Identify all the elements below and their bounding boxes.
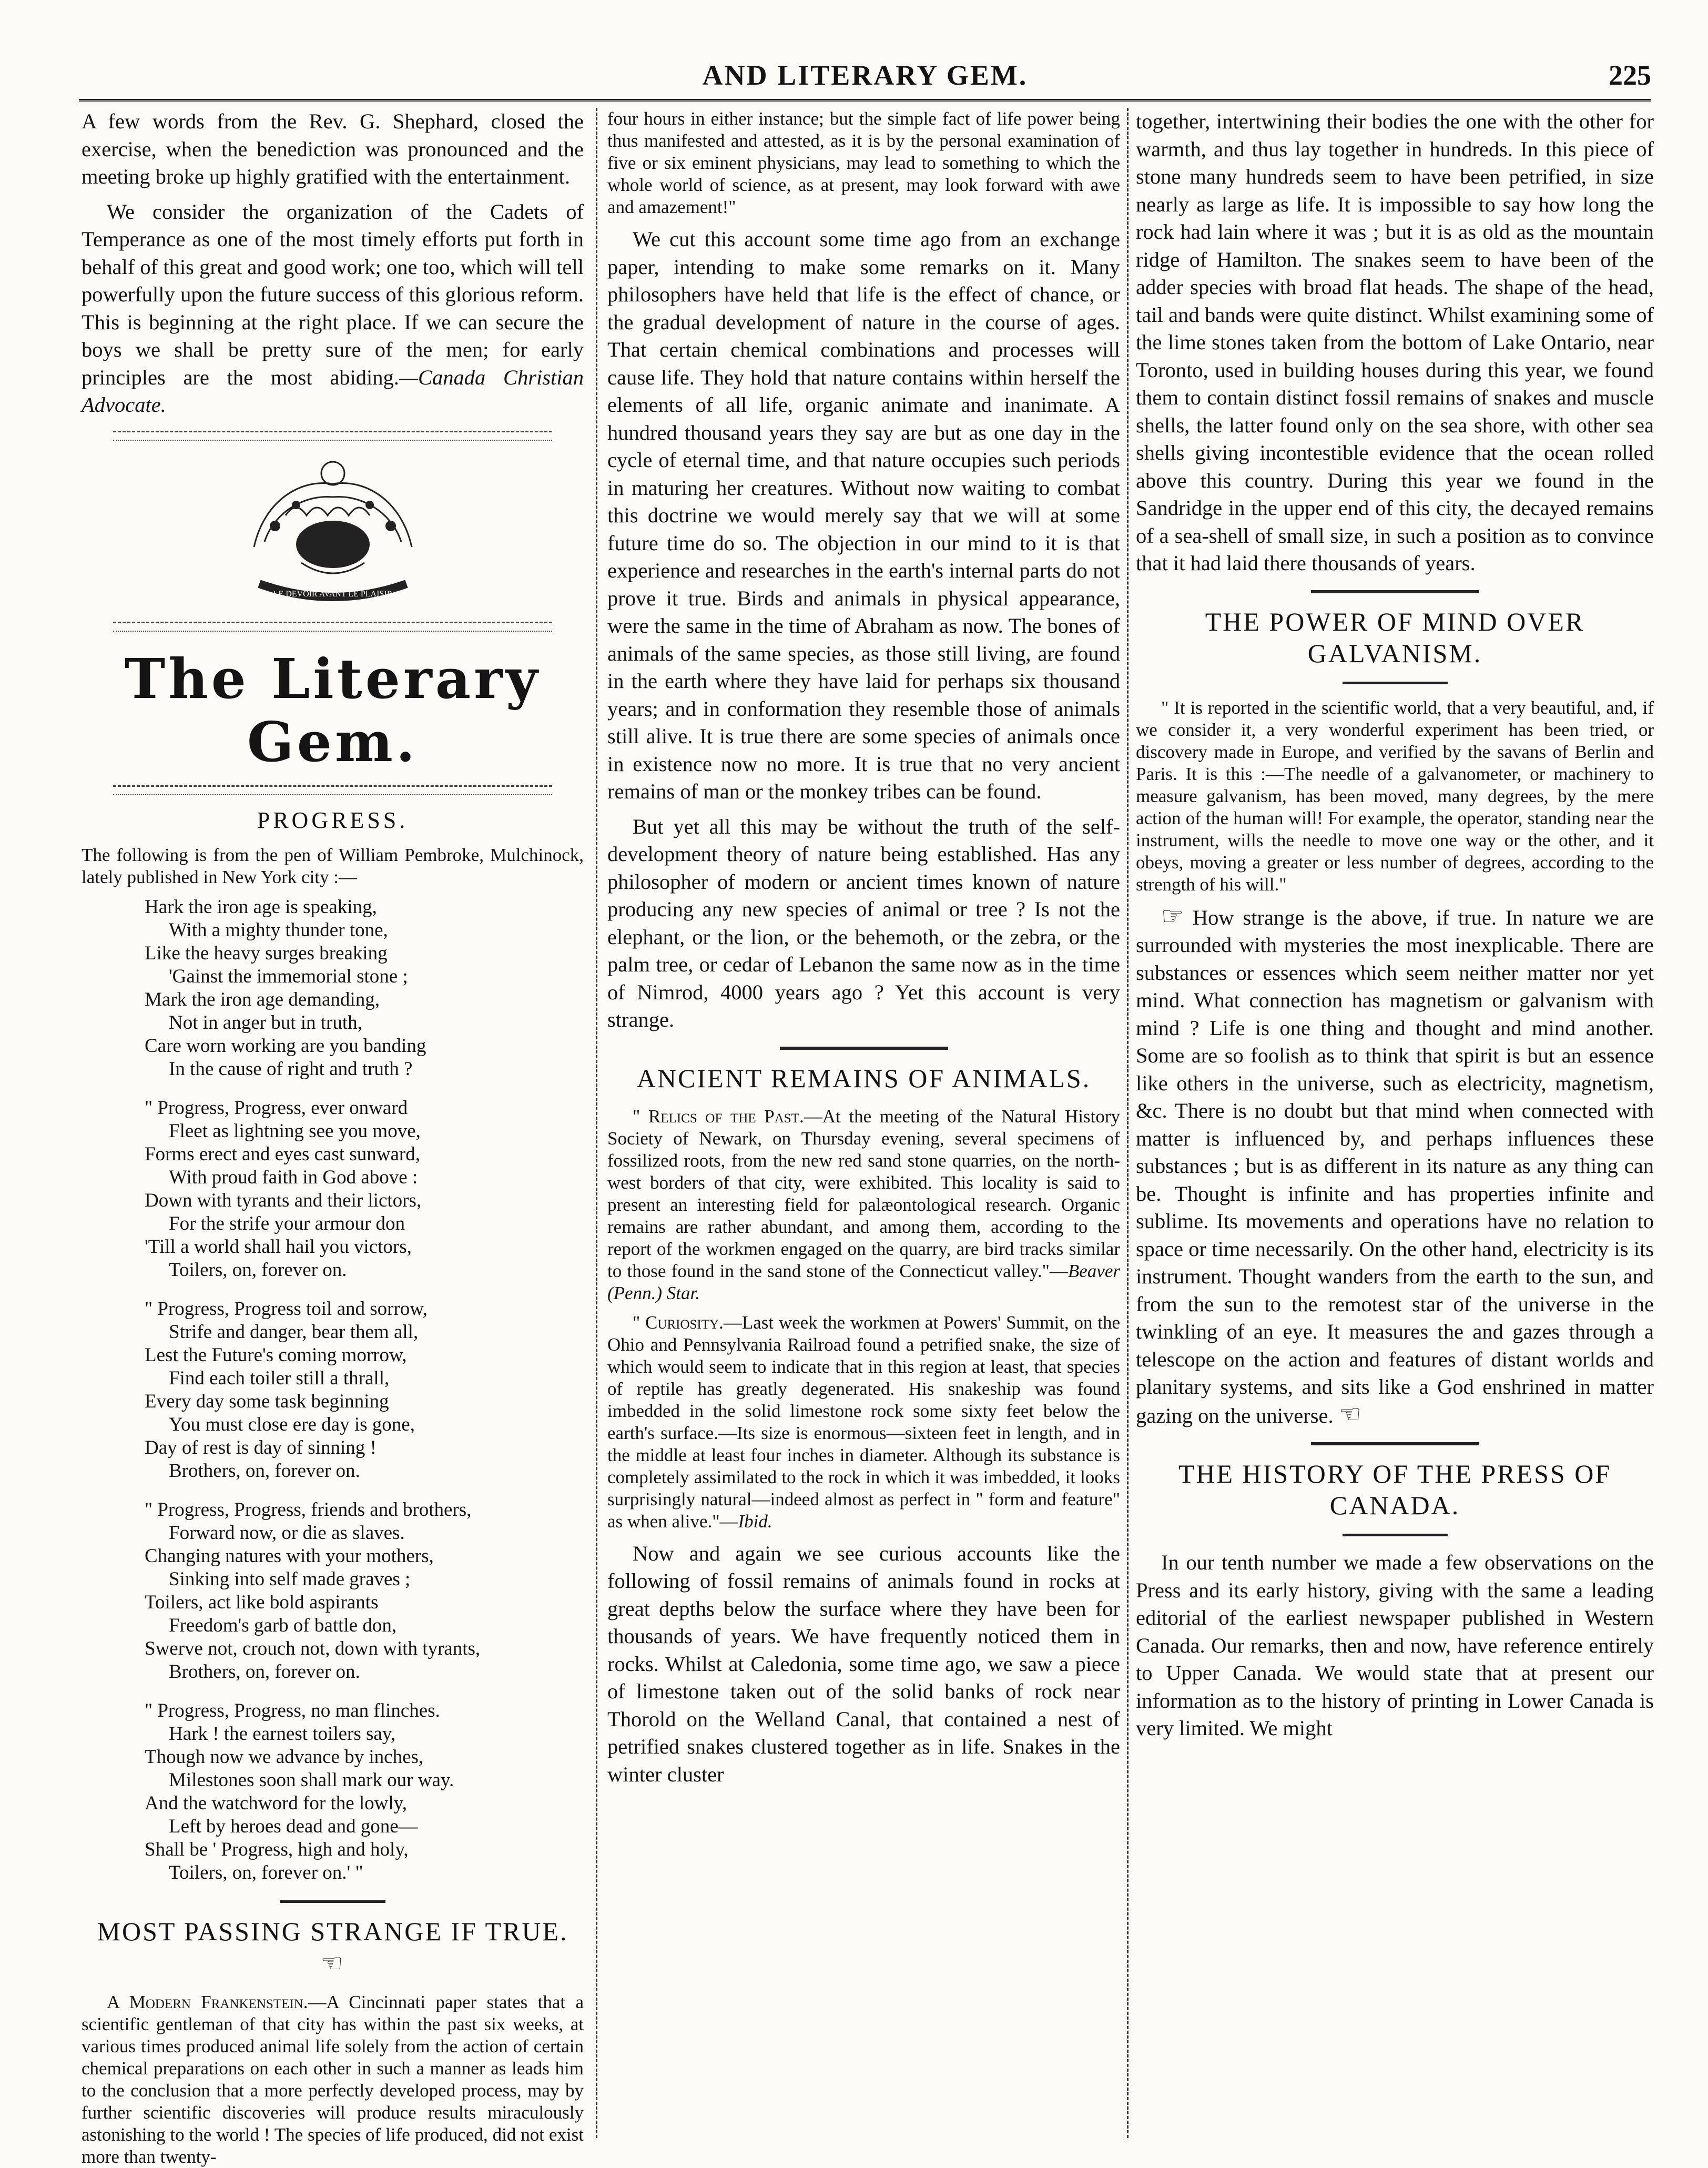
poem-line: Care worn working are you banding <box>145 1035 426 1057</box>
poem-line: Changing natures with your mothers, <box>145 1545 434 1567</box>
paragraph-text: —Last week the workmen at Powers' Summit, on the Ohio and Pennsylvania Railroad found a petrified snake, the size of which would seem to indicate that in this region at least, that species of reptile has greatly degenerated. His snakeship was found imbedded in the solid limestone rock some sixty feet below the earth's surface.—Its size is enormous—sixteen feet in length, and in the middle at least four inches in diameter. Although its substance is completely assimilated to the rock in which it was imbedded, it looks surprisingly natural—indeed almost as perfect in " form and feature" as when alive."— <box>607 1312 1120 1532</box>
rule <box>1343 682 1448 684</box>
source-citation: —Canada Christian Advocate. <box>82 365 584 417</box>
poem-line: Toilers, on, forever on. <box>169 1259 347 1281</box>
paragraph <box>82 198 584 419</box>
paragraph-text: How strange is the above, if true. In nature we are surrounded with mysteries the most inexplicable. There are substances or essences which seem neither matter nor yet mind. What connection has magnetism or galvanism with mind ? Life is one thing and thought and mind another. Some are so foolish as to think that spirit is but an essence like others in the universe, such as electricity, magnetism, &c. There is no doubt but that mind when connected with matter is influenced by, and perhaps influences these substances ; but is as different in its nature as any thing can be. Thought is infinite and has properties infinite and sublime. Its movements and operations have no relation to space or time necessarily. On the other hand, electricity is its instrument. Thought wanders from the earth to the sun, and from the sun to the remotest star of the universe in the twinkling of an eye. It measures the and gazes through a telescope on the action and features of distant worlds and planitary systems, and sits like a God enshrined in matter gazing on the universe. <box>1136 905 1654 1427</box>
paragraph: together, intertwining their bodies the one with the other for warmth, and thus lay together in hundreds. In this piece of stone many hundreds seem to have been petrified, in size nearly as large as life. It is impossible to say how long the rock had lain where it was ; but it is as old as the mountain ridge of Hamilton. The snakes seem to have been of the adder species with broad flat heads. The shape of the head, tail and bands were quite distinct. Whilst examining some of the lime stones taken from the bottom of Lake Ontario, near Toronto, used in building houses during this year, we found them to contain distinct fossil remains of snakes and muscle shells, the latter found only on the sea shore, with other sea shells giving incontestible evidence that the ocean rolled above this country. During this year we found in the Sandridge in the upper end of this city, the decayed remains of a sea-shell of small size, in such a position as to convince that it had laid there thousands of years. <box>1136 109 1654 575</box>
poem-line: Forms erect and eyes cast sunward, <box>145 1143 420 1165</box>
poem-line: " Progress, Progress toil and sorrow, <box>145 1298 428 1320</box>
paragraph-text: We consider the organization of the Cadets of Temperance as one of the most timely efforts put forth in behalf of this great and good work; one too, which will tell powerfully upon the future success of this glorious reform. This is beginning at the right place. If we can secure the boys we shall be pretty sure of the men; for early principles are the most abiding. <box>82 199 584 389</box>
poem-line: Sinking into self made graves ; <box>169 1568 411 1590</box>
poem-line: In the cause of right and truth ? <box>169 1058 413 1080</box>
source-citation: Beaver (Penn.) Star. <box>607 1260 1120 1303</box>
ornamental-rule <box>113 431 552 441</box>
poem-line: Not in anger but in truth, <box>169 1011 362 1034</box>
heading-text: MOST PASSING STRANGE IF TRUE. <box>97 1916 568 1946</box>
paragraph <box>82 1991 584 2168</box>
column-middle <box>607 108 1120 2138</box>
poem-line: Milestones soon shall mark our way. <box>169 1769 454 1791</box>
rule <box>1311 1442 1479 1445</box>
paragraph-text: —At the meeting of the Natural History Society of Newark, on Thursday evening, several specimens of fossilized roots, from the new red sand stone quarries, on the north-west borders of that city, were exhibited. This locality is said to present an interesting field for palæontological research. Organic remains are rather abundant, and among them, according to the report of the workmen engaged on the quarry, are bird tracks similar to those found in the sand stone of the Connecticut valley."— <box>607 1106 1120 1281</box>
ornamental-rule <box>113 622 552 632</box>
paragraph <box>607 1312 1120 1533</box>
poem-line: Shall be ' Progress, high and holy, <box>145 1838 409 1860</box>
poem <box>82 896 584 1885</box>
poem-line: Strife and danger, bear them all, <box>169 1321 419 1343</box>
source-citation: Ibid. <box>738 1511 772 1532</box>
article-lead: A Modern Frankenstein. <box>107 1991 308 2012</box>
poem-line: Toilers, on, forever on.' " <box>169 1861 363 1883</box>
quoted-report: " It is reported in the scientific world, that a very beautiful, and, if we consider it, a very wonderful experiment has been tried, or discovery made in Europe, and verified by the savans of Berlin and Paris. It is this :—The needle of a galvanometer, or machinery to measure galvanism, has been moved, many degrees, by the mere action of the human will! For example, the operator, standing near the instrument, wills the needle to move one way or the other, and it obeys, moving a greater or less number of degrees, according to the strength of his will." <box>1136 697 1654 895</box>
article-lead: " Relics of the Past. <box>633 1106 804 1127</box>
poem-line: Toilers, act like bold aspirants <box>145 1591 379 1613</box>
paragraph: four hours in either instance; but the simple fact of life power being thus manifested and attested, as it is by the personal examination of five or six eminent physicians, may lead to something to which the whole world of science, as at present, may look forward with awe and amazement!" <box>607 108 1120 217</box>
poem-line: Mark the iron age demanding, <box>145 988 380 1010</box>
article-heading: THE HISTORY OF THE PRESS OF CANADA. <box>1178 1459 1612 1520</box>
paragraph: In our tenth number we made a few observations on the Press and its early history, giving with the same a leading editorial of the earliest newspaper published in Western Canada. Our remarks, then and now, have reference entirely to Upper Canada. We would state that at present our information as to the history of printing in Lower Canada is very limited. We might <box>1136 1551 1654 1740</box>
section-heading: PROGRESS. <box>257 807 409 833</box>
masthead-title: The Literary Gem. <box>124 646 541 774</box>
paragraph: A few words from the Rev. G. Shephard, closed the exercise, when the benediction was pronounced and the meeting broke up highly gratified with the entertainment. <box>82 109 584 188</box>
article-lead: " Curiosity. <box>633 1312 724 1333</box>
header-rule <box>79 99 1651 102</box>
poem-stanza <box>145 1498 584 1684</box>
poem-line: 'Till a world shall hail you victors, <box>145 1235 412 1258</box>
poem-line: You must close ere day is gone, <box>169 1413 415 1435</box>
paragraph-text: —A Cincinnati paper states that a scientific gentleman of that city has within the past six weeks, at various times produced animal life solely from the action of certain chemical preparations on each other in such a manner as leads him to the conclusion that a more perfectly developed process, may by further scientific discoveries will produce results miraculously astonishing to the world ! The species of life produced, did not exist more than twenty- <box>82 1991 584 2167</box>
poem-line: " Progress, Progress, friends and brothers, <box>145 1498 472 1521</box>
poem-line: Every day some task beginning <box>145 1390 389 1412</box>
poem-stanza <box>145 1699 584 1885</box>
poem-line: Day of rest is day of sinning ! <box>145 1436 377 1458</box>
rule <box>1311 590 1479 593</box>
poem-line: With a mighty thunder tone, <box>169 919 388 941</box>
paragraph: Now and again we see curious accounts like the following of fossil remains of animals found in rocks at great depths below the surface where they have been for thousands of years. We have frequently noticed them in rocks. Whilst at Caledonia, some time ago, we saw a piece of limestone taken out of the solid banks of rock near Thorold on the Welland Canal, that contained a nest of petrified snakes clustered together as in life. Snakes in the winter cluster <box>607 1541 1120 1786</box>
article-heading: THE POWER OF MIND OVER GALVANISM. <box>1205 606 1585 668</box>
poem-line: For the strife your armour don <box>169 1212 405 1234</box>
poem-line: Brothers, on, forever on. <box>169 1660 360 1683</box>
poem-line: " Progress, Progress, ever onward <box>145 1097 408 1119</box>
poem-line: Fleet as lightning see you move, <box>169 1120 421 1142</box>
poem-stanza <box>145 896 584 1081</box>
paragraph: We cut this account some time ago from an exchange paper, intending to make some remarks on it. Many philosophers have held that life is the effect of chance, or the gradual development of nature in the course of ages. That certain chemical combinations and processes will cause life. They hold that nature contains within herself the elements of all life, organic animate and inanimate. A hundred thousand years they say are but as one day in the cycle of eternal time, and that nature occupies such periods in maturing her creatures. Without now waiting to combat this doctrine we would merely say that we will at some future time do so. The objection in our mind to it is that experience and researches in the earth's internal parts do not prove it true. Birds and animals in physical appearance, were the same in the time of Abraham as now. The bones of animals of the same species, as those still living, are found in the earth where they have laid for perhaps six thousand years; and in conformation they resemble those of animals still alive. It is true there are some species of animals once in existence now no more. It is true that no very ancient remains of man or the monkey tribes can be found. <box>607 227 1120 803</box>
rule <box>280 1900 385 1903</box>
paragraph: But yet all this may be without the truth of the self-development theory of nature being established. Has any philosopher of modern or ancient times known of nature producing any new species of animal or tree ? Is not the elephant, or the lion, or the behemoth, or the zebra, or the palm tree, or cedar of Lebanon the same now as in the time of Nimrod, 4000 years ago ? Yet this account is very strange. <box>607 814 1120 1031</box>
poem-line: With proud faith in God above : <box>169 1166 418 1188</box>
poem-intro: The following is from the pen of William Pembroke, Mulchinock, lately published in New York city :— <box>82 844 584 887</box>
paragraph <box>1136 903 1654 1430</box>
poem-line: Hark the iron age is speaking, <box>145 896 377 918</box>
rule <box>780 1047 948 1050</box>
pointing-hand-icon: ☜ <box>1338 1400 1361 1429</box>
page-header <box>79 59 1651 96</box>
column-divider <box>596 108 597 2138</box>
article-heading: ANCIENT REMAINS OF ANIMALS. <box>636 1063 1091 1093</box>
poem-line: " Progress, Progress, no man flinches. <box>145 1699 440 1721</box>
poem-line: Swerve not, crouch not, down with tyrants, <box>145 1637 481 1659</box>
poem-line: Brothers, on, forever on. <box>169 1460 360 1482</box>
article-heading <box>82 1916 584 1980</box>
running-title: AND LITERARY GEM. <box>702 59 1028 91</box>
poem-line: Find each toiler still a thrall, <box>169 1367 390 1389</box>
column-divider <box>1127 108 1128 2138</box>
poem-line: Freedom's garb of battle don, <box>169 1614 397 1636</box>
poem-line: Down with tyrants and their lictors, <box>145 1189 422 1211</box>
pointing-hand-icon: ☜ <box>320 1949 345 1978</box>
column-left <box>82 108 584 2167</box>
ornamental-rule <box>113 785 552 795</box>
pointing-hand-icon: ☞ <box>1161 902 1184 930</box>
poem-line: And the watchword for the lowly, <box>145 1792 408 1814</box>
poem-line: Like the heavy surges breaking <box>145 942 388 964</box>
poem-stanza <box>145 1298 584 1483</box>
masthead-vignette <box>222 452 443 610</box>
poem-line: Though now we advance by inches, <box>145 1746 424 1768</box>
poem-line: Forward now, or die as slaves. <box>169 1522 405 1544</box>
paragraph <box>607 1106 1120 1304</box>
poem-stanza <box>145 1097 584 1282</box>
poem-line: Lest the Future's coming morrow, <box>145 1344 407 1366</box>
rule <box>1343 1534 1448 1536</box>
page-number: 225 <box>1609 59 1651 91</box>
poem-line: 'Gainst the immemorial stone ; <box>169 965 408 987</box>
poem-line: Left by heroes dead and gone— <box>169 1815 418 1837</box>
poem-line: Hark ! the earnest toilers say, <box>169 1723 396 1745</box>
vignette-motto: LE DEVOIR AVANT LE PLAISIR <box>273 589 392 599</box>
column-right <box>1136 108 1654 2138</box>
